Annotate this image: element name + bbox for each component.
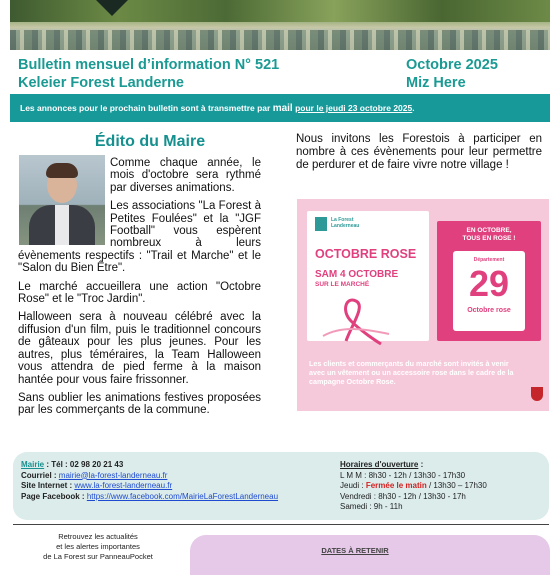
mairie-contact-box: [13, 452, 549, 520]
edito-paragraph-3: Le marché accueillera une action "Octobre Rose" et le "Troc Jardin".: [18, 280, 261, 306]
hours-title-colon: :: [418, 460, 424, 469]
edito-body: [18, 157, 261, 423]
poster-date: SAM 4 OCTOBRE: [315, 269, 399, 280]
hours-friday: Vendredi : 8h30 - 12h / 13h30 - 17h: [340, 491, 466, 501]
notice-mail-word: mail: [272, 103, 293, 114]
mairie-label: Mairie: [21, 460, 45, 469]
hours-thursday-afternoon: / 13h30 – 17h30: [426, 481, 487, 490]
poster-department-card: [437, 221, 541, 341]
mairie-email-link[interactable]: mairie@la-forest-landerneau.fr: [58, 470, 168, 480]
bulletin-date-block: [406, 56, 498, 92]
poster-place: SUR LE MARCHÉ: [315, 281, 370, 288]
mairie-facebook-link[interactable]: https://www.facebook.com/MairieLaForestLanderneau: [86, 491, 279, 501]
contact-site-line: [21, 481, 321, 492]
hours-thursday-closed: Fermée le matin: [365, 481, 427, 490]
opening-hours: [340, 460, 540, 513]
facebook-label: Page Facebook :: [21, 491, 85, 501]
bulletin-month: Octobre 2025: [406, 57, 498, 73]
contact-details: [21, 460, 321, 502]
dates-to-remember-box: [190, 535, 550, 575]
coat-of-arms-icon: [531, 387, 543, 401]
poster-title: OCTOBRE ROSE: [315, 247, 417, 261]
edito-paragraph-5: Sans oublier les animations festives proposées par les commerçants de la commune.: [18, 391, 261, 417]
poster-right-header: EN OCTOBRE, TOUS EN ROSE !: [462, 227, 516, 242]
site-label: Site Internet :: [21, 481, 73, 490]
hours-title-line: [340, 460, 540, 471]
notice-suffix: .: [412, 103, 415, 113]
banner-lake: [10, 30, 550, 50]
hours-thursday: [340, 481, 540, 492]
dates-to-remember-title: DATES À RETENIR: [321, 546, 389, 555]
panneaupocket-line-1: Retrouvez les actualités: [58, 532, 138, 541]
mairie-phone: : Tél : 02 98 20 21 43: [44, 460, 124, 469]
bulletin-title-block: [18, 56, 279, 92]
banner-notch-shape: [96, 0, 128, 16]
poster-body-text: Les clients et commerçants du marché sont invités à venir avec un vêtement ou un accessoire rose dans le cadre de la campagne Octobre Rose.: [309, 359, 514, 386]
edito-paragraph-2: Les associations "La Forest à Petites Foulées" et la "JGF Football" vous espèrent nombreux à leurs évènements respectifs : "Trail et Marche" et le "Salon du Bien Être".: [18, 200, 261, 275]
bulletin-title: Bulletin mensuel d’information N° 521: [18, 57, 280, 73]
edito-title: Édito du Maire: [94, 133, 206, 150]
bulletin-month-breton: Miz Here: [406, 75, 466, 91]
pink-ribbon-icon: [321, 296, 391, 346]
octobre-rose-poster: [297, 199, 549, 411]
hours-lmm: L M M : 8h30 - 12h / 13h30 - 17h30: [340, 470, 466, 480]
department-29-badge: [453, 251, 525, 331]
panneaupocket-line-2: et les alertes importantes: [56, 542, 140, 551]
contact-phone-line: [21, 460, 321, 471]
hours-title: Horaires d'ouverture: [340, 460, 419, 469]
courriel-label: Courriel :: [21, 470, 57, 480]
portrait-wrap-space: [18, 157, 110, 249]
bulletin-header: [18, 56, 538, 92]
department-number: 29: [468, 263, 510, 304]
edito-invitation: Nous invitons les Forestois à participer en nombre à ces évènements pour leur permettre de perdurer et de faire vivre notre village !: [296, 133, 542, 171]
poster-event-card: [307, 211, 429, 341]
banner-hills: [10, 0, 550, 22]
panneaupocket-promo: [13, 532, 183, 562]
bulletin-subtitle: Keleier Forest Landerne: [18, 75, 184, 91]
hours-thursday-label: Jeudi :: [340, 481, 364, 490]
section-divider: [13, 524, 549, 525]
contact-email-line: [21, 471, 321, 482]
edito-paragraph-4: Halloween sera à nouveau célébré avec la diffusion d'un film, puis le traditionnel concours de gâteaux pour les plus jeunes. Pour les autres, plus téméraires, la Team Halloween vous attendra de pied ferme à la maison hantée pour vous faire frissonner.: [18, 311, 261, 386]
mairie-website-link[interactable]: www.la-forest-landerneau.fr: [74, 481, 173, 490]
panneaupocket-line-3: de La Forest sur PanneauPocket: [43, 552, 153, 561]
hours-saturday: Samedi : 9h - 11h: [340, 502, 403, 511]
edito-paragraph-1: Comme chaque année, le mois d'octobre sera rythmé par diverses animations.: [110, 157, 261, 194]
notice-prefix: Les annonces pour le prochain bulletin sont à transmettre par: [20, 103, 271, 113]
contact-facebook-line: [21, 492, 321, 503]
department-subtitle: Octobre rose: [467, 307, 511, 314]
header-banner-photo: [10, 0, 550, 50]
poster-logo-text: La Forest Landerneau: [331, 217, 360, 229]
notice-deadline: pour le jeudi 23 octobre 2025: [295, 103, 413, 113]
la-forest-logo-icon: [315, 217, 327, 231]
department-label: Département: [473, 257, 505, 263]
announcement-notice-bar: [10, 94, 550, 122]
